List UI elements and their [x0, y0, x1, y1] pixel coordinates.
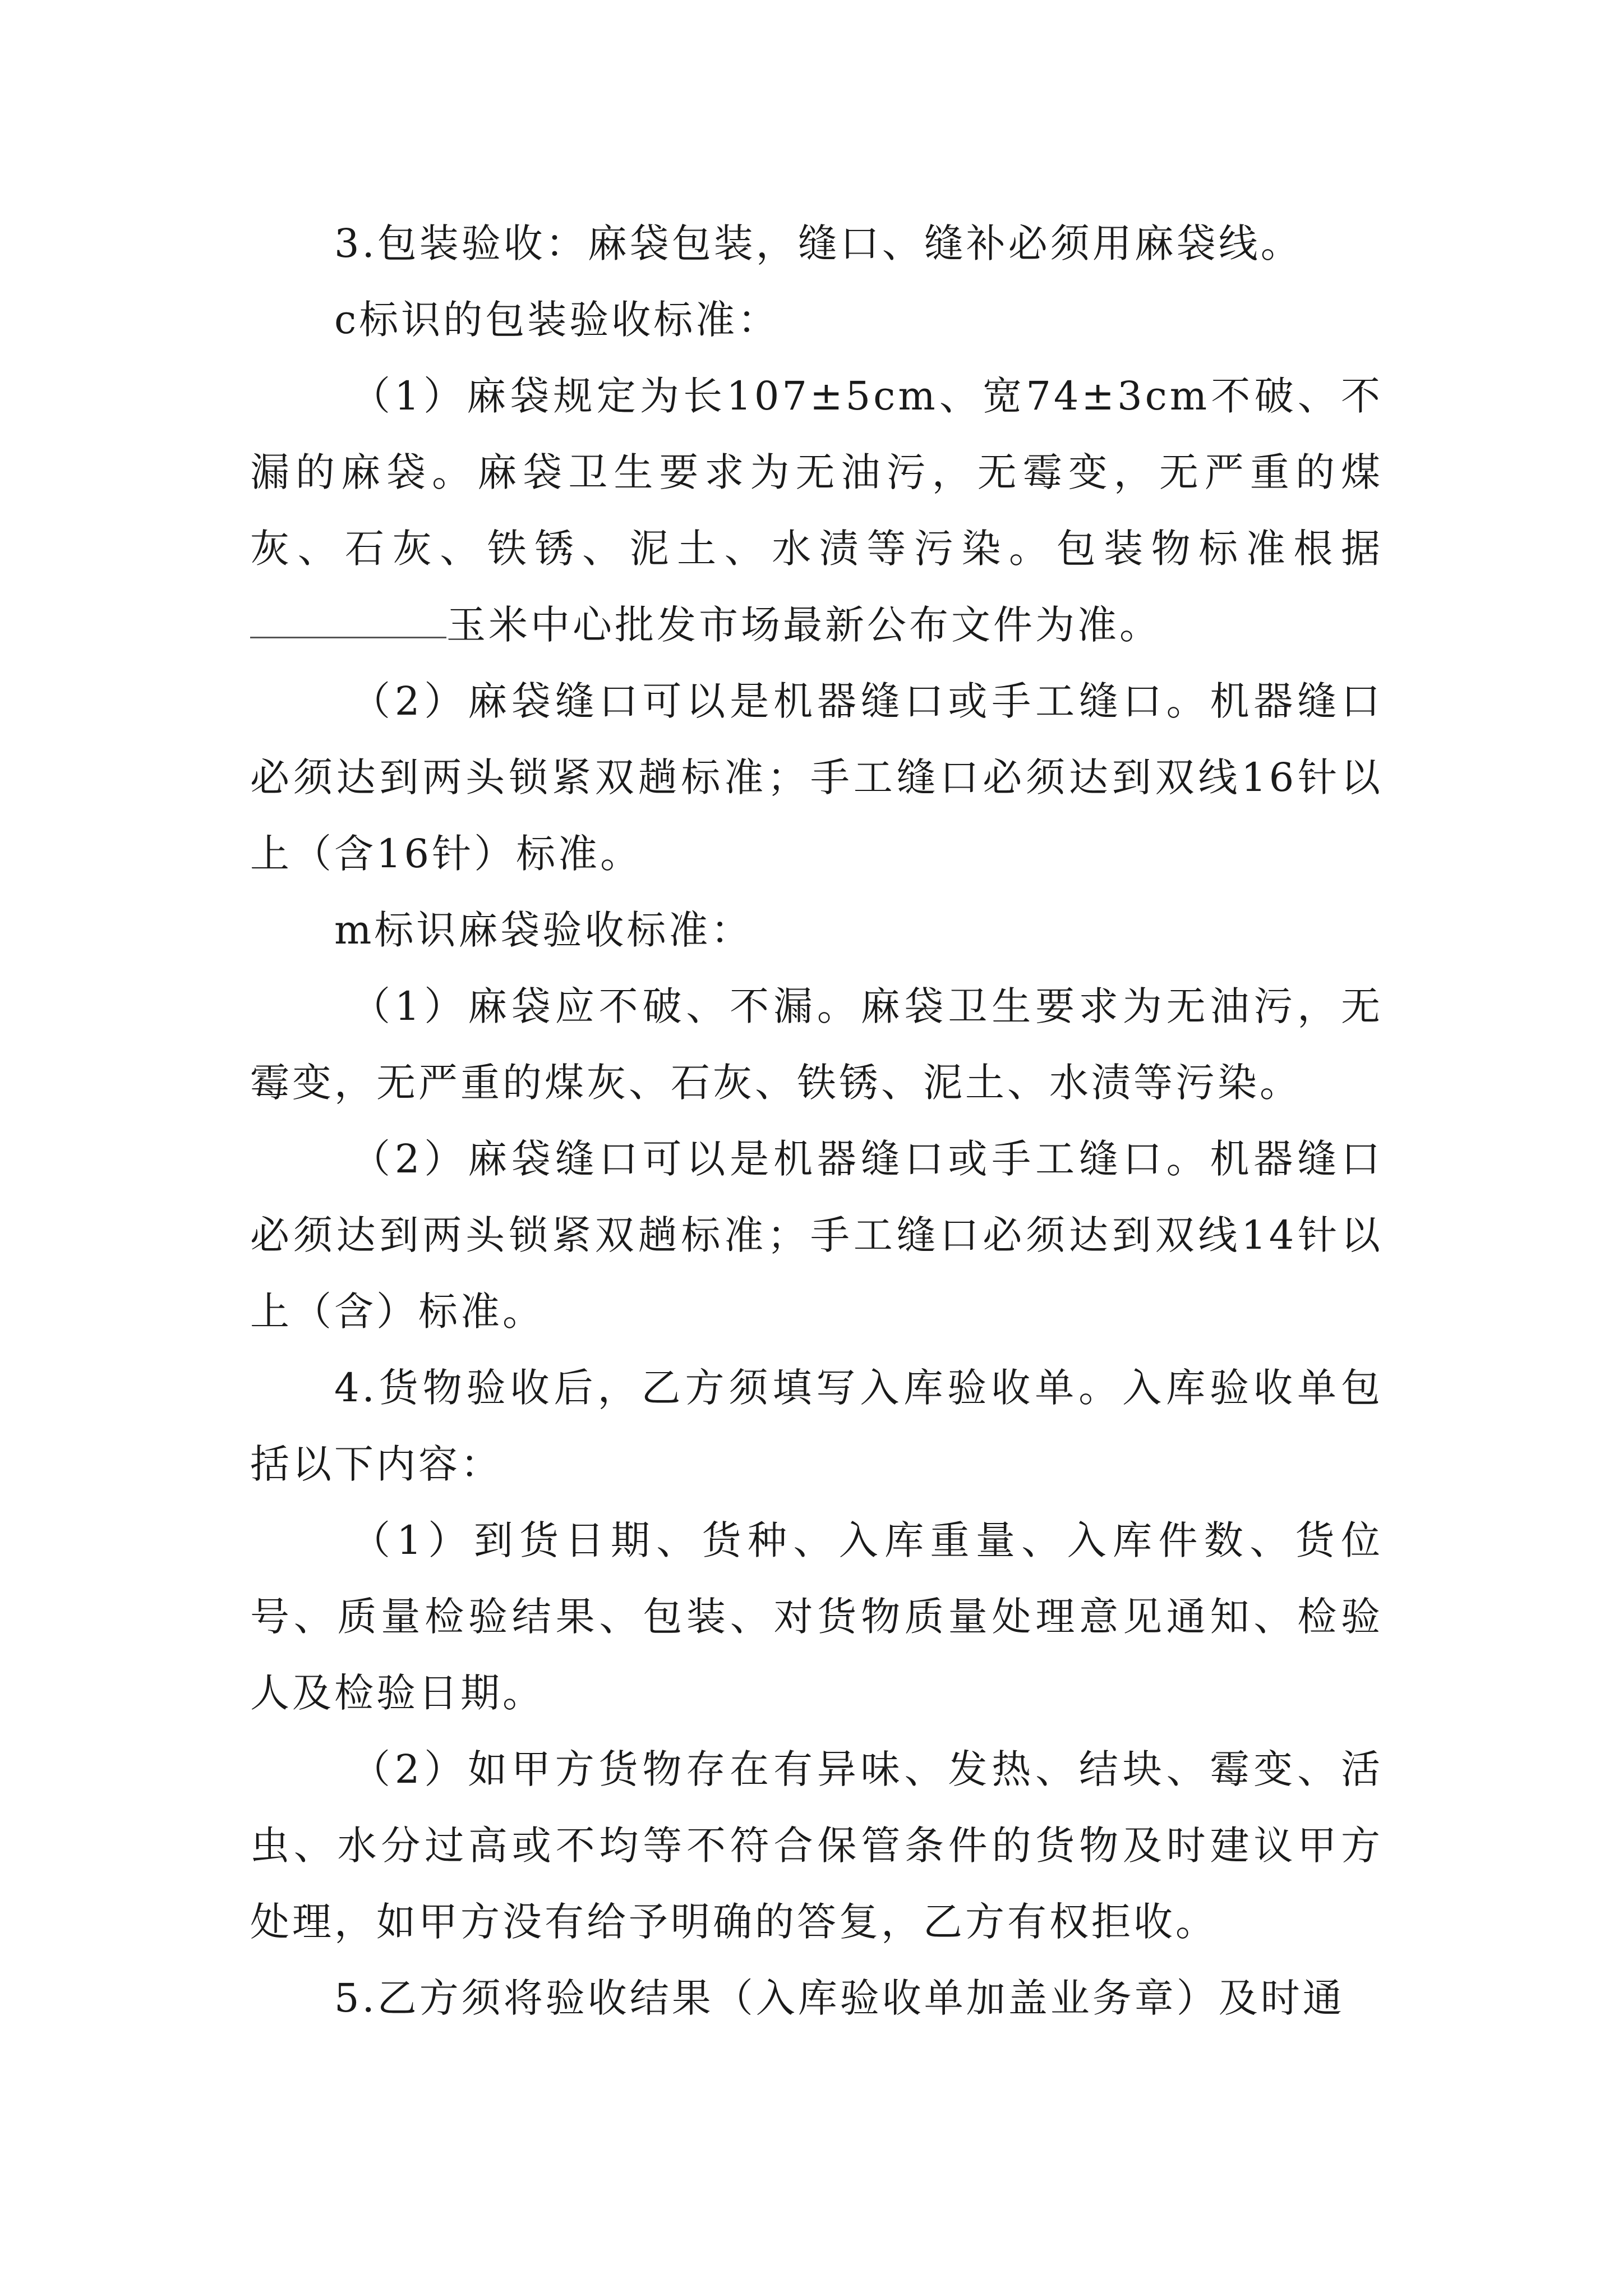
document-body [250, 205, 1383, 2036]
paragraph-text-continued: 玉米中心批发市场最新公布文件为准。 [446, 602, 1161, 648]
paragraph-c-mark-item-2 [250, 663, 1383, 892]
paragraph-receipt-item-1 [250, 1502, 1383, 1731]
paragraph-c-mark-heading [250, 282, 1383, 358]
paragraph-text: 3.包装验收：麻袋包装，缝口、缝补必须用麻袋线。 [334, 220, 1303, 266]
fill-in-blank-line [250, 603, 446, 638]
paragraph-text: （1）麻袋规定为长107±5cm、宽74±3cm不破、不漏的麻袋。麻袋卫生要求为无油污，无霉变，无严重的煤灰、石灰、铁锈、泥土、水渍等污染。包装物标准根据 [250, 373, 1383, 572]
paragraph-packaging-inspection [250, 205, 1383, 282]
paragraph-text: （2）麻袋缝口可以是机器缝口或手工缝口。机器缝口必须达到两头锁紧双趟标准；手工缝口必须达到双线14针以上（含）标准。 [250, 1136, 1383, 1335]
paragraph-m-mark-item-1 [250, 968, 1383, 1121]
paragraph-text: （2）如甲方货物存在有异味、发热、结块、霉变、活虫、水分过高或不均等不符合保管条件的货物及时建议甲方处理，如甲方没有给予明确的答复，乙方有权拒收。 [250, 1746, 1383, 1945]
paragraph-text: 5.乙方须将验收结果（入库验收单加盖业务章）及时通 [334, 1975, 1345, 2021]
paragraph-text: （2）麻袋缝口可以是机器缝口或手工缝口。机器缝口必须达到两头锁紧双趟标准；手工缝口必须达到双线16针以上（含16针）标准。 [250, 678, 1383, 877]
paragraph-text: 4.货物验收后，乙方须填写入库验收单。入库验收单包括以下内容： [250, 1365, 1383, 1487]
paragraph-text: c标识的包装验收标准： [334, 297, 780, 343]
paragraph-text: （1）麻袋应不破、不漏。麻袋卫生要求为无油污，无霉变，无严重的煤灰、石灰、铁锈、泥土、水渍等污染。 [250, 983, 1383, 1106]
paragraph-m-mark-item-2 [250, 1121, 1383, 1350]
paragraph-text: （1）到货日期、货种、入库重量、入库件数、货位号、质量检验结果、包装、对货物质量处理意见通知、检验人及检验日期。 [250, 1517, 1383, 1716]
paragraph-c-mark-item-1 [250, 358, 1383, 663]
paragraph-text: m标识麻袋验收标准： [334, 907, 753, 953]
paragraph-receipt-item-2 [250, 1731, 1383, 1960]
paragraph-notify-result [250, 1960, 1383, 2036]
paragraph-m-mark-heading [250, 892, 1383, 968]
paragraph-receipt-form [250, 1350, 1383, 1502]
